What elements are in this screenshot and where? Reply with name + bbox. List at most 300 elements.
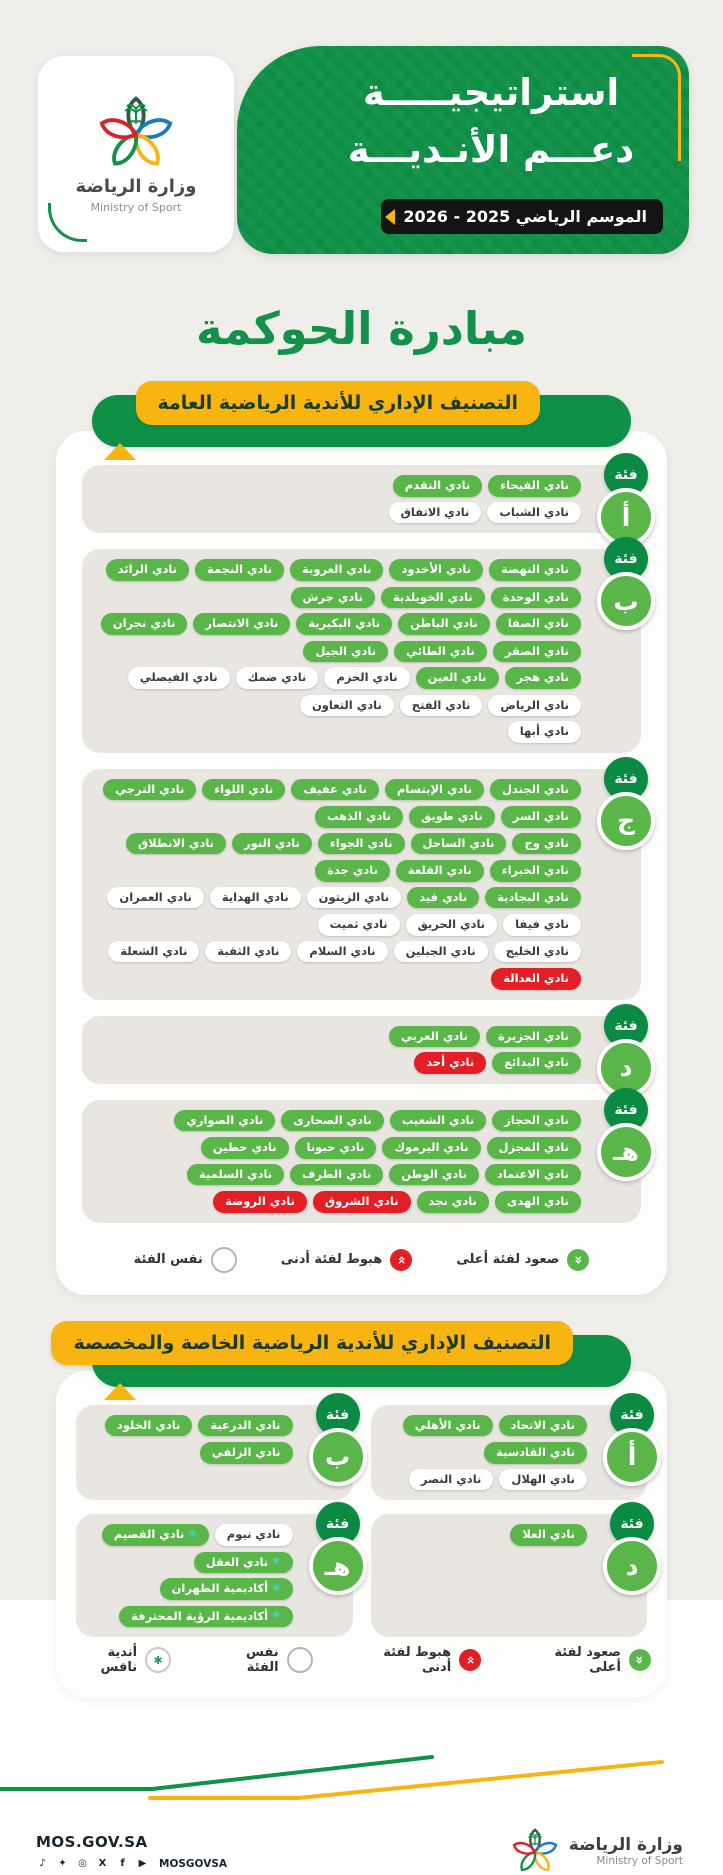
club-pill bbox=[491, 587, 581, 609]
category-letter: أ bbox=[597, 488, 655, 546]
club-name: نادي الجندل bbox=[502, 781, 569, 796]
triangle-up-icon bbox=[104, 1383, 136, 1400]
club-name: نادي الأخدود bbox=[401, 562, 472, 576]
club-rows bbox=[96, 1110, 581, 1213]
footer bbox=[0, 1805, 723, 1875]
legend-label: نفس الفئة bbox=[246, 1645, 279, 1675]
club-name: نادي نجران bbox=[112, 616, 176, 630]
club-name: نادي النور bbox=[244, 835, 300, 850]
club-pill bbox=[494, 941, 581, 963]
club-pill bbox=[508, 721, 581, 743]
category-letter: د bbox=[603, 1537, 661, 1595]
club-name: نادي فيد bbox=[419, 889, 468, 904]
club-name: نادي النصر bbox=[420, 1471, 482, 1486]
club-name: نادي الأهلي bbox=[414, 1417, 481, 1432]
club-row bbox=[96, 667, 581, 716]
section2-header bbox=[0, 1321, 723, 1387]
category-label: فئة bbox=[604, 1004, 648, 1048]
section2-title: التصنيف الإداري للأندية الرياضية الخاصة والمخصصة bbox=[51, 1321, 573, 1365]
same-legend-icon bbox=[211, 1247, 237, 1273]
category-letter: د bbox=[597, 1039, 655, 1097]
club-row bbox=[96, 475, 581, 497]
tiktok-icon: ♪ bbox=[39, 1858, 46, 1869]
category-label: فئة bbox=[604, 537, 648, 581]
legend-label: نفس الفئة bbox=[133, 1252, 203, 1267]
ministry-name-arabic: وزارة الرياضة bbox=[568, 1835, 683, 1855]
club-name: نادي العدالة bbox=[503, 971, 569, 985]
club-name: نادي الشعلة bbox=[120, 943, 188, 958]
legend-label: صعود لفئة أعلى bbox=[554, 1645, 621, 1675]
club-pill bbox=[313, 1191, 411, 1213]
ministry-flower-icon bbox=[97, 94, 175, 172]
club-name: نادي الشروق bbox=[324, 1194, 399, 1208]
category-badge bbox=[597, 453, 655, 546]
club-name: نادي الصواري bbox=[186, 1112, 264, 1127]
club-name: نادي الذهب bbox=[326, 809, 391, 823]
club-row bbox=[90, 1524, 293, 1573]
club-name: نادي أبها bbox=[519, 724, 569, 738]
section1-categories bbox=[72, 465, 651, 1223]
category-letter: هـ bbox=[309, 1537, 367, 1595]
category-letter: أ bbox=[603, 1428, 661, 1486]
category-label: فئة bbox=[316, 1393, 360, 1437]
club-pill bbox=[307, 887, 402, 909]
club-name: نادي ثميت bbox=[329, 917, 388, 931]
club-pill bbox=[495, 1191, 581, 1213]
club-pill bbox=[202, 779, 285, 801]
club-row bbox=[96, 1026, 581, 1048]
club-rows bbox=[385, 1524, 588, 1546]
club-pill bbox=[126, 833, 226, 855]
club-pill bbox=[107, 887, 203, 909]
club-pill bbox=[201, 1137, 289, 1159]
category-label: فئة bbox=[604, 453, 648, 497]
club-name: نادي اليرموك bbox=[394, 1140, 469, 1154]
club-name: نادي الصحارى bbox=[293, 1112, 372, 1127]
club-pill bbox=[385, 779, 484, 801]
club-pill bbox=[484, 1442, 587, 1464]
club-pill bbox=[108, 941, 199, 963]
chevron-icon: » bbox=[632, 1655, 649, 1665]
club-pill bbox=[200, 1442, 293, 1464]
club-row bbox=[96, 779, 581, 828]
club-pill bbox=[389, 502, 482, 524]
legend-item bbox=[72, 1645, 171, 1675]
club-row bbox=[385, 1469, 588, 1491]
club-pill bbox=[490, 860, 581, 882]
club-name: نادي الانطلاق bbox=[137, 835, 214, 850]
ministry-logo-card bbox=[38, 56, 234, 252]
club-name: نادي الرائد bbox=[117, 562, 178, 576]
section2-categories bbox=[76, 1405, 647, 1638]
nafes-star-icon: ✱ bbox=[188, 1528, 197, 1540]
club-name: أكاديمية الرؤية المحترفة bbox=[131, 1608, 269, 1623]
down-legend-icon bbox=[390, 1249, 412, 1271]
club-name: نادي الحجاز bbox=[504, 1112, 569, 1127]
club-name: نادي الاتحاد bbox=[510, 1417, 575, 1432]
club-name: نادي الفيحاء bbox=[500, 478, 569, 492]
ministry-flower-icon bbox=[511, 1827, 559, 1875]
section2-card bbox=[56, 1371, 667, 1698]
club-pill bbox=[194, 1552, 293, 1574]
club-name: نادي الطرف bbox=[302, 1166, 372, 1181]
club-name: نادي وج bbox=[524, 835, 569, 850]
club-name: نادي الشعيب bbox=[401, 1112, 475, 1127]
club-pill bbox=[389, 559, 483, 581]
club-name: نادي الزيتون bbox=[318, 889, 390, 904]
social-handle: MOSGOVSA bbox=[159, 1857, 228, 1870]
club-pill bbox=[409, 1469, 494, 1491]
club-row bbox=[96, 833, 581, 882]
club-pill bbox=[389, 1026, 480, 1048]
club-pill bbox=[101, 613, 188, 635]
club-name: نادي الجبلين bbox=[405, 943, 476, 958]
social-icons bbox=[36, 1858, 149, 1869]
club-name: نادي أحد bbox=[426, 1055, 475, 1069]
club-pill bbox=[174, 1110, 275, 1132]
category-label: فئة bbox=[316, 1502, 360, 1546]
club-name: نادي التعاون bbox=[311, 697, 382, 712]
club-name: نادي الروضة bbox=[225, 1194, 295, 1208]
category-letter: ج bbox=[597, 792, 655, 850]
club-pill bbox=[105, 1415, 192, 1437]
club-name: نادي الجيل bbox=[315, 643, 377, 658]
club-pill bbox=[102, 1524, 209, 1546]
club-pill bbox=[381, 587, 485, 609]
club-pill bbox=[296, 613, 392, 635]
club-name: نادي البجادية bbox=[497, 889, 569, 904]
club-pill bbox=[236, 667, 319, 689]
club-name: نادي الساحل bbox=[422, 835, 495, 850]
section1-title: التصنيف الإداري للأندية الرياضية العامة bbox=[136, 381, 541, 425]
category-badge bbox=[603, 1393, 661, 1486]
club-name: نادي الشباب bbox=[499, 504, 569, 519]
club-pill bbox=[318, 914, 400, 936]
legend-label: هبوط لفئة أدنى bbox=[383, 1645, 452, 1675]
club-name: نادي اللواء bbox=[214, 781, 274, 796]
category-badge bbox=[597, 537, 655, 630]
club-pill bbox=[406, 914, 497, 936]
ministry-name-arabic: وزارة الرياضة bbox=[75, 176, 197, 197]
club-pill bbox=[398, 613, 490, 635]
club-pill bbox=[291, 779, 379, 801]
club-pill bbox=[324, 667, 409, 689]
category-band bbox=[371, 1405, 648, 1501]
club-name: نادي البدائع bbox=[504, 1055, 569, 1069]
legend-item bbox=[215, 1645, 312, 1675]
club-name: نادي العين bbox=[427, 670, 487, 684]
club-pill bbox=[505, 667, 582, 689]
category-band bbox=[82, 769, 641, 1000]
club-name: نادي العمران bbox=[119, 889, 192, 904]
title-banner bbox=[237, 46, 689, 254]
category-band bbox=[76, 1514, 353, 1637]
club-pill bbox=[390, 1110, 486, 1132]
facebook-icon: f bbox=[120, 1858, 125, 1869]
club-pill bbox=[501, 806, 581, 828]
club-row bbox=[96, 1052, 581, 1074]
category-label: فئة bbox=[610, 1502, 654, 1546]
legend-item bbox=[456, 1247, 589, 1273]
footer-decoration bbox=[0, 1745, 723, 1805]
club-pill bbox=[491, 968, 581, 990]
up-legend-icon bbox=[629, 1649, 651, 1671]
club-pill bbox=[414, 1052, 486, 1074]
club-name: نادي الحزم bbox=[336, 670, 398, 684]
club-pill bbox=[489, 559, 581, 581]
legend-item bbox=[357, 1645, 482, 1675]
club-name: نادي السر bbox=[512, 809, 569, 823]
club-pill bbox=[103, 779, 196, 801]
club-name: نادي الحريق bbox=[417, 917, 486, 931]
club-name: نادي الخبراء bbox=[501, 863, 569, 877]
nafes-star-icon: ✱ bbox=[272, 1582, 281, 1594]
category-badge bbox=[597, 1088, 655, 1181]
ministry-name-english: Ministry of Sport bbox=[90, 201, 182, 214]
club-name: نادي فيفا bbox=[515, 917, 569, 931]
club-name: نادي الجزيرة bbox=[497, 1028, 569, 1043]
club-pill bbox=[393, 475, 482, 497]
club-name: نادي الوحدة bbox=[502, 589, 569, 604]
club-row bbox=[90, 1578, 293, 1627]
club-pill bbox=[396, 860, 484, 882]
club-name: نادي ضمك bbox=[247, 670, 307, 684]
club-pill bbox=[193, 613, 290, 635]
section1-card bbox=[56, 431, 667, 1295]
club-name: نادي النجمة bbox=[207, 562, 273, 576]
initiative-title: مبادرة الحوكمة bbox=[196, 302, 527, 355]
club-row bbox=[96, 721, 581, 743]
club-pill bbox=[488, 475, 581, 497]
legend-label: صعود لفئة أعلى bbox=[456, 1252, 560, 1267]
club-pill bbox=[215, 1524, 293, 1546]
club-pill bbox=[318, 833, 405, 855]
club-pill bbox=[205, 941, 291, 963]
club-pill bbox=[297, 941, 387, 963]
club-pill bbox=[187, 1164, 284, 1186]
club-pill bbox=[503, 914, 581, 936]
club-pill bbox=[510, 1524, 587, 1546]
club-name: نادي النهضة bbox=[501, 562, 569, 576]
club-name: نادي السلمية bbox=[199, 1166, 273, 1181]
legend-item bbox=[134, 1247, 237, 1273]
category-label: فئة bbox=[610, 1393, 654, 1437]
club-pill bbox=[493, 641, 581, 663]
triangle-up-icon bbox=[104, 443, 136, 460]
down-legend-icon bbox=[459, 1649, 481, 1671]
club-pill bbox=[291, 587, 375, 609]
club-rows bbox=[96, 1026, 581, 1074]
club-name: نادي الدرعية bbox=[210, 1417, 281, 1432]
club-pill bbox=[496, 613, 581, 635]
category-badge bbox=[597, 757, 655, 850]
club-name: نادي الزلفي bbox=[211, 1445, 281, 1459]
club-name: نادي الوطن bbox=[401, 1166, 467, 1181]
instagram-icon: ◎ bbox=[78, 1858, 87, 1869]
club-name: نادي الفتح bbox=[411, 697, 471, 712]
section2-legend bbox=[72, 1637, 651, 1687]
club-pill bbox=[198, 1415, 292, 1437]
club-name: نادي القصيم bbox=[113, 1527, 185, 1541]
club-name: نادي نيوم bbox=[226, 1527, 281, 1541]
club-pill bbox=[300, 695, 394, 717]
club-rows bbox=[385, 1415, 588, 1491]
club-pill bbox=[487, 502, 581, 524]
club-pill bbox=[488, 695, 581, 717]
club-name: نادي حطين bbox=[212, 1140, 277, 1154]
category-badge bbox=[309, 1502, 367, 1595]
club-name: نادي الهلال bbox=[511, 1471, 575, 1486]
star-legend-icon: ✱ bbox=[145, 1647, 171, 1673]
club-name: نادي الجواء bbox=[329, 835, 393, 850]
club-name: نادي التقدم bbox=[404, 478, 471, 492]
club-pill bbox=[394, 641, 487, 663]
club-pill bbox=[486, 1026, 581, 1048]
club-pill bbox=[490, 779, 581, 801]
club-name: نادي الترجي bbox=[115, 781, 185, 796]
club-row bbox=[96, 559, 581, 608]
club-name: نادي الثقبة bbox=[217, 943, 280, 958]
club-pill bbox=[389, 1164, 479, 1186]
x-icon: X bbox=[98, 1858, 107, 1869]
club-name: نادي السلام bbox=[309, 943, 376, 958]
club-pill bbox=[160, 1578, 293, 1600]
club-pill bbox=[394, 941, 488, 963]
category-badge bbox=[597, 1004, 655, 1097]
club-name: نادي العروبة bbox=[302, 562, 372, 576]
club-pill bbox=[232, 833, 312, 855]
social-icons-row bbox=[36, 1858, 227, 1870]
club-name: نادي جدة bbox=[327, 863, 378, 877]
club-pill bbox=[281, 1110, 383, 1132]
club-name: أكاديمية الظهران bbox=[171, 1581, 269, 1595]
club-pill bbox=[382, 1137, 480, 1159]
category-letter: هـ bbox=[597, 1123, 655, 1181]
club-row bbox=[96, 887, 581, 936]
club-name: نادي الاعتماد bbox=[496, 1166, 569, 1181]
page-title bbox=[319, 64, 663, 179]
club-row bbox=[96, 613, 581, 662]
same-legend-icon bbox=[287, 1647, 313, 1673]
club-pill bbox=[403, 1415, 493, 1437]
chevron-icon: » bbox=[462, 1655, 479, 1665]
club-row bbox=[96, 1110, 581, 1159]
category-band bbox=[82, 1016, 641, 1084]
club-rows bbox=[96, 475, 581, 523]
club-pill bbox=[409, 806, 495, 828]
chevron-icon: » bbox=[393, 1254, 410, 1265]
club-name: نادي الخلود bbox=[116, 1417, 181, 1432]
club-name: نادي جرش bbox=[302, 589, 363, 604]
club-name: نادي الخويلدية bbox=[392, 589, 473, 604]
club-name: نادي الطائي bbox=[406, 643, 475, 658]
club-pill bbox=[407, 887, 479, 909]
club-row bbox=[96, 502, 581, 524]
club-pill bbox=[128, 667, 230, 689]
youtube-icon: ▶ bbox=[138, 1858, 147, 1869]
category-band bbox=[82, 549, 641, 753]
club-name: نادي الرياض bbox=[500, 697, 569, 712]
club-pill bbox=[106, 559, 189, 581]
club-name: نادي الهدى bbox=[506, 1194, 569, 1208]
club-row bbox=[385, 1415, 588, 1464]
category-band bbox=[82, 465, 641, 533]
up-legend-icon bbox=[567, 1249, 589, 1271]
category-letter: ب bbox=[597, 572, 655, 630]
category-label: فئة bbox=[604, 757, 648, 801]
club-name: نادي الإبتسام bbox=[396, 781, 473, 796]
club-pill bbox=[487, 1137, 581, 1159]
arrow-left-icon bbox=[385, 209, 395, 225]
club-pill bbox=[195, 559, 284, 581]
chevron-icon: » bbox=[570, 1254, 587, 1265]
club-pill bbox=[512, 833, 581, 855]
club-rows bbox=[96, 559, 581, 743]
club-pill bbox=[416, 667, 499, 689]
club-name: نادي هجر bbox=[516, 670, 569, 684]
category-badge bbox=[603, 1502, 661, 1595]
green-arc-decoration bbox=[48, 203, 87, 242]
club-pill bbox=[210, 887, 301, 909]
category-badge bbox=[309, 1393, 367, 1486]
club-pill bbox=[492, 1110, 581, 1132]
club-pill bbox=[485, 1164, 581, 1186]
season-badge-label: الموسم الرياضي 2025 - 2026 bbox=[403, 207, 647, 226]
club-pill bbox=[119, 1606, 292, 1628]
section1-legend bbox=[72, 1239, 651, 1285]
club-pill bbox=[290, 1164, 383, 1186]
page-title-line1: استراتيجيـــــة bbox=[362, 71, 620, 114]
club-pill bbox=[417, 1191, 489, 1213]
header bbox=[0, 0, 723, 268]
nafes-star-icon: ✱ bbox=[272, 1556, 281, 1568]
ministry-name-english: Ministry of Sport bbox=[596, 1855, 683, 1867]
club-rows bbox=[90, 1524, 293, 1627]
club-row bbox=[96, 941, 581, 990]
page-title-line2: دعـــم الأنـديـــة bbox=[347, 128, 635, 172]
club-name: نادي العربي bbox=[401, 1028, 468, 1043]
club-pill bbox=[213, 1191, 307, 1213]
club-name: نادي الهداية bbox=[221, 889, 289, 904]
club-name: نادي القادسية bbox=[496, 1445, 575, 1459]
category-band bbox=[371, 1514, 648, 1637]
category-label: فئة bbox=[604, 1088, 648, 1132]
club-name: نادي المجزل bbox=[498, 1140, 569, 1154]
club-pill bbox=[499, 1415, 587, 1437]
club-name: نادي عفيف bbox=[303, 781, 367, 796]
legend-label: أندية نافس bbox=[100, 1645, 138, 1675]
nafes-star-icon: ✱ bbox=[272, 1610, 281, 1622]
club-name: نادي طويق bbox=[420, 809, 483, 823]
footer-ministry-logo bbox=[511, 1827, 683, 1875]
section1-header bbox=[0, 381, 723, 447]
club-name: نادي الباطن bbox=[410, 616, 478, 630]
snapchat-icon: ✦ bbox=[58, 1858, 67, 1869]
footer-ministry-text bbox=[569, 1835, 683, 1867]
footer-contact bbox=[36, 1833, 227, 1870]
club-name: نادي العقل bbox=[205, 1554, 269, 1569]
club-rows bbox=[90, 1415, 293, 1464]
website-url: MOS.GOV.SA bbox=[36, 1832, 148, 1851]
club-name: نادي الانتصار bbox=[205, 616, 279, 630]
legend-label: هبوط لفئة أدنى bbox=[280, 1252, 383, 1267]
club-pill bbox=[492, 1052, 581, 1074]
legend-item bbox=[525, 1645, 651, 1675]
club-name: نادي العلا bbox=[522, 1527, 575, 1541]
club-name: نادي الاتفاق bbox=[400, 504, 470, 519]
club-pill bbox=[400, 695, 483, 717]
legend-item bbox=[281, 1247, 413, 1273]
